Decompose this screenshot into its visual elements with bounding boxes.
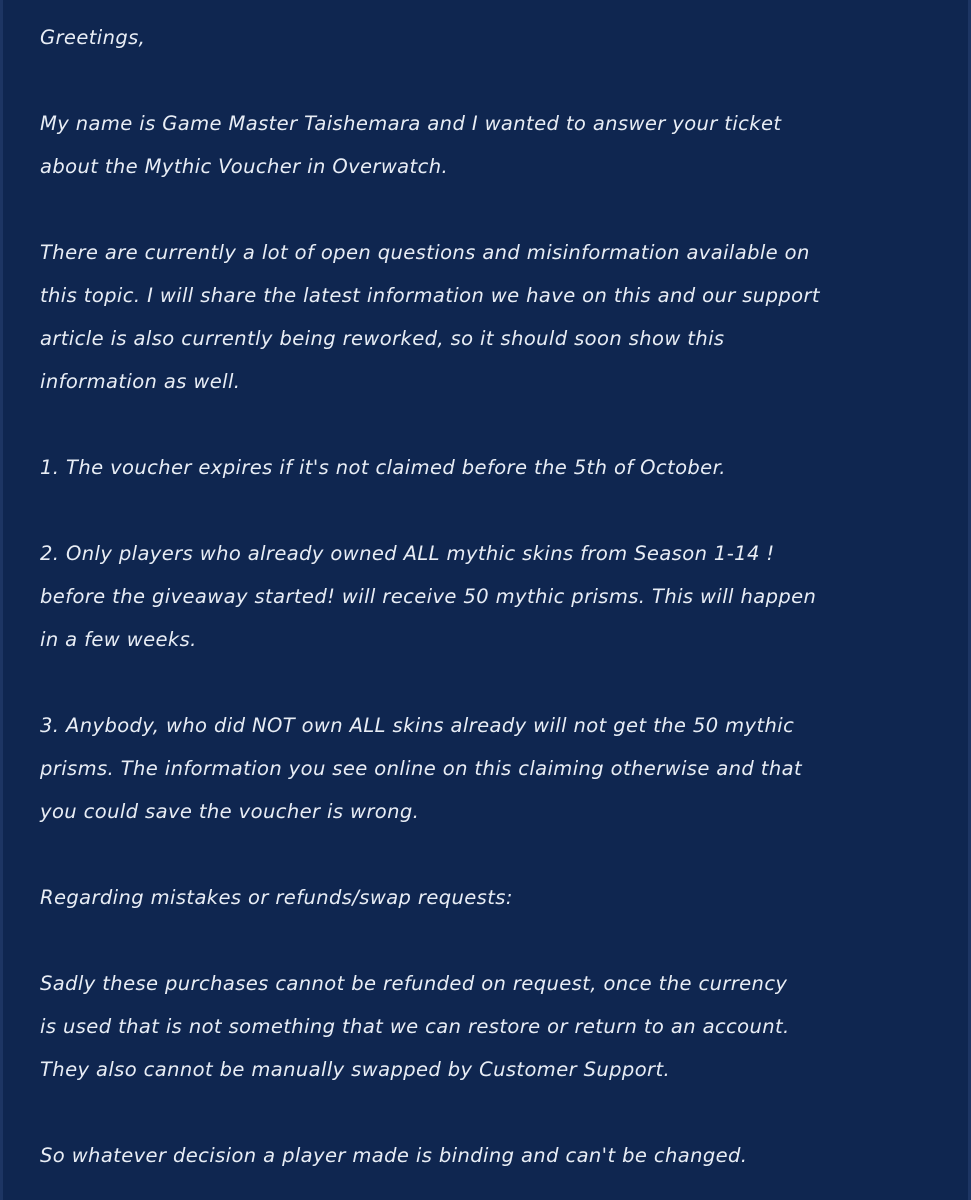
paragraph-gap [40, 833, 920, 876]
paragraph-line: My name is Game Master Taishemara and I wanted to answer your ticket [40, 112, 782, 135]
paragraph-gap [40, 1091, 920, 1134]
paragraph-gap [40, 489, 920, 532]
paragraph-line: in a few weeks. [40, 628, 197, 651]
greeting-text: Greetings, [40, 26, 146, 49]
paragraph-line: before the giveaway started! will receive 50 mythic prisms. This will happen [40, 585, 817, 608]
paragraph-line: There are currently a lot of open questions and misinformation available on [40, 241, 810, 264]
point-1-paragraph [40, 446, 920, 489]
refunds-heading: Regarding mistakes or refunds/swap requests: [40, 886, 513, 909]
paragraph-line: you could save the voucher is wrong. [40, 800, 420, 823]
paragraph-line: information as well. [40, 370, 241, 393]
closing-text: So whatever decision a player made is binding and can't be changed. [40, 1144, 748, 1167]
paragraph-line: They also cannot be manually swapped by Customer Support. [40, 1058, 671, 1081]
paragraph-line: 2. Only players who already owned ALL mythic skins from Season 1-14 ! [40, 542, 775, 565]
paragraph-line: about the Mythic Voucher in Overwatch. [40, 155, 449, 178]
intro-paragraph [40, 102, 920, 188]
point-2-paragraph [40, 532, 920, 661]
refunds-paragraph [40, 962, 920, 1091]
paragraph-line: this topic. I will share the latest information we have on this and our support [40, 284, 820, 307]
point-3-paragraph [40, 704, 920, 833]
paragraph-line: prisms. The information you see online on this claiming otherwise and that [40, 757, 803, 780]
paragraph-line: article is also currently being reworked, so it should soon show this [40, 327, 725, 350]
paragraph-gap [40, 188, 920, 231]
context-paragraph [40, 231, 920, 403]
support-message-body [40, 16, 920, 1177]
paragraph-line: 3. Anybody, who did NOT own ALL skins already will not get the 50 mythic [40, 714, 795, 737]
paragraph-line: Sadly these purchases cannot be refunded on request, once the currency [40, 972, 788, 995]
paragraph-gap [40, 403, 920, 446]
paragraph-line: is used that is not something that we can restore or return to an account. [40, 1015, 790, 1038]
paragraph-gap [40, 661, 920, 704]
paragraph-gap [40, 59, 920, 102]
paragraph-gap [40, 919, 920, 962]
paragraph-line: 1. The voucher expires if it's not claimed before the 5th of October. [40, 456, 726, 479]
